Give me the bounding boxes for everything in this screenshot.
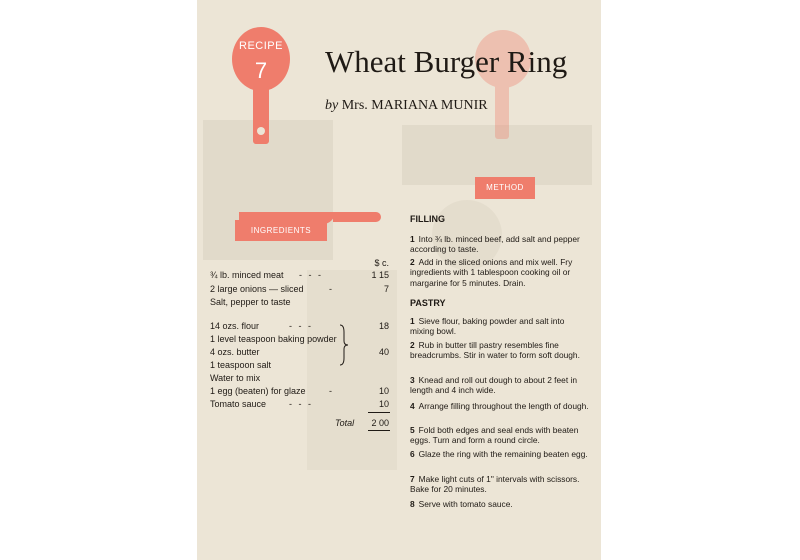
ingredient-dashes: - - -	[289, 399, 313, 409]
total-amount: 2 00	[371, 418, 389, 428]
method-step	[410, 375, 590, 396]
byline-by: by	[325, 98, 339, 113]
step-text: Fold both edges and seal ends with beaten eggs. Turn and form a round circle.	[410, 425, 579, 446]
ingredient-amount: 18	[378, 321, 389, 331]
step-text: Into ¾ lb. minced beef, add salt and pepper according to taste.	[410, 234, 580, 255]
step-number: 2	[410, 340, 415, 350]
show-through-shade	[307, 270, 397, 470]
ingredient-name: Salt, pepper to taste	[210, 297, 291, 307]
pastry-heading: PASTRY	[410, 298, 446, 308]
ingredient-name: 1 teaspoon salt	[210, 360, 272, 370]
total-rule-top	[368, 412, 390, 413]
recipe-label: RECIPE	[239, 40, 283, 52]
ingredient-name: 14 ozs. flour	[210, 321, 260, 331]
ingredient-name: 1 egg (beaten) for glaze	[210, 386, 306, 396]
method-step	[410, 316, 590, 337]
method-step	[410, 499, 590, 509]
step-number: 1	[410, 316, 415, 326]
ingredient-dashes: - - -	[299, 270, 323, 280]
ingredient-name: 2 large onions — sliced	[210, 284, 304, 294]
step-number: 7	[410, 474, 415, 484]
method-step	[410, 425, 590, 446]
ingredient-name: Water to mix	[210, 373, 261, 383]
step-number: 3	[410, 375, 415, 385]
author-name: Mrs. MARIANA MUNIR	[341, 98, 488, 113]
step-number: 2	[410, 257, 415, 267]
total-label: Total	[335, 418, 355, 428]
step-text: Glaze the ring with the remaining beaten egg.	[418, 449, 588, 459]
step-number: 5	[410, 425, 415, 435]
step-text: Add in the sliced onions and mix well. Fry ingredients with 1 tablespoon cooking oil or margarine for 5 minutes. Drain.	[410, 257, 573, 288]
ingredient-amount: 10	[378, 399, 389, 409]
method-step	[410, 401, 590, 411]
recipe-number: 7	[254, 58, 268, 83]
step-number: 4	[410, 401, 415, 411]
step-text: Rub in butter till pastry resembles fine breadcrumbs. Stir in water to form soft dough.	[410, 340, 580, 361]
step-number: 8	[410, 499, 415, 509]
currency-header: $ c.	[374, 258, 389, 268]
total-rule-bottom	[368, 430, 390, 431]
method-step	[410, 340, 590, 361]
byline	[325, 98, 585, 114]
ingredient-name: 4 ozs. butter	[210, 347, 260, 357]
recipe-page	[197, 0, 601, 560]
step-text: Serve with tomato sauce.	[418, 499, 513, 509]
ingredients-badge: INGREDIENTS	[235, 220, 327, 241]
knife-handle-shape	[333, 212, 381, 222]
step-number: 1	[410, 234, 415, 244]
step-text: Knead and roll out dough to about 2 feet in length and 4 inch wide.	[410, 375, 577, 396]
ingredient-amount: 10	[378, 386, 389, 396]
step-text: Make light cuts of 1" intervals with scissors. Bake for 20 minutes.	[410, 474, 580, 495]
page-title: Wheat Burger Ring	[325, 44, 568, 79]
method-step	[410, 449, 590, 459]
ingredient-amount: 1 15	[371, 270, 389, 280]
method-step	[410, 234, 590, 255]
step-text: Sieve flour, baking powder and salt into mixing bowl.	[410, 316, 565, 337]
method-step	[410, 257, 590, 288]
grouping-brace	[339, 324, 349, 366]
ingredient-name: ¾ lb. minced meat	[210, 270, 284, 280]
step-text: Arrange filling throughout the length of dough.	[418, 401, 589, 411]
ingredient-dashes: - - -	[289, 321, 313, 331]
ingredient-name: Tomato sauce	[210, 399, 267, 409]
ingredient-name: 1 level teaspoon baking powder	[210, 334, 337, 344]
step-number: 6	[410, 449, 415, 459]
ingredient-amount: 7	[383, 284, 389, 294]
filling-heading: FILLING	[410, 214, 445, 224]
ingredient-dashes: -	[329, 284, 334, 294]
method-step	[410, 474, 590, 495]
ingredient-dashes: -	[329, 386, 334, 396]
ingredient-amount: 40	[378, 347, 389, 357]
method-badge: METHOD	[475, 177, 535, 199]
